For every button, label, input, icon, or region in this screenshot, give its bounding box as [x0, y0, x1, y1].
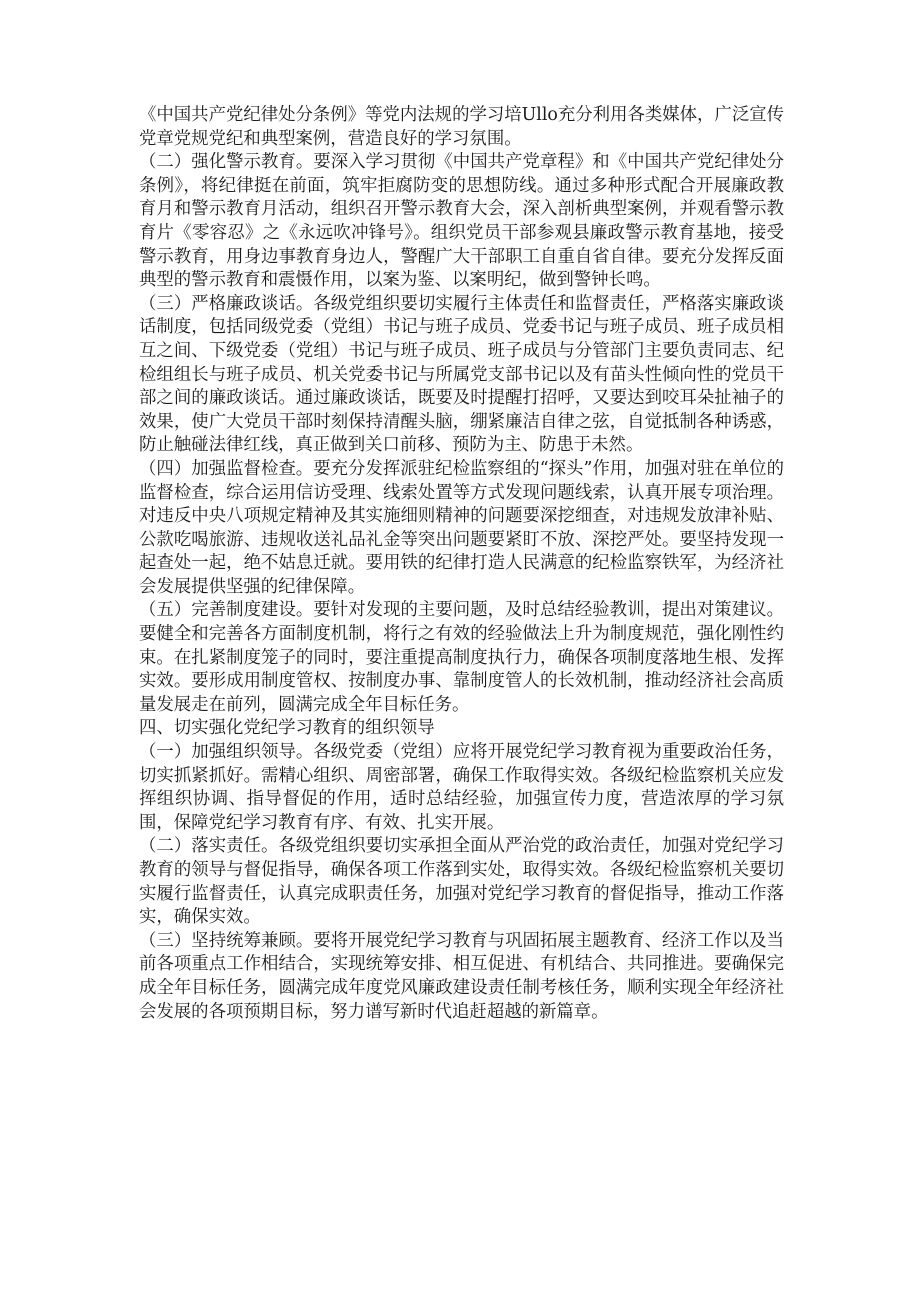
paragraph-warning-education: （二）强化警示教育。要深入学习贯彻《中国共产党章程》和《中国共产党纪律处分条例》，将纪律挺在前面，筑牢拒腐防变的思想防线。通过多种形式配合开展廉政教育月和警示教育月活动，组织召开警示教育大会，深入剖析典型案例，并观看警示教育片《零容忍》之《永远吹冲锋号》。组织党员干部参观县廉政警示教育基地，接受警示教育，用身边事教育身边人，警醒广大干部职工自重自省自律。要充分发挥反面典型的警示教育和震慑作用，以案为鉴、以案明纪，做到警钟长鸣。 [139, 152, 784, 291]
document-body [139, 104, 784, 1024]
paragraph-overall-planning: （三）坚持统筹兼顾。要将开展党纪学习教育与巩固拓展主题教育、经济工作以及当前各项重点工作相结合，实现统筹安排、相互促进、有机结合、共同推进。要确保完成全年目标任务，圆满完成年度党风廉政建设责任制考核任务，顺利实现全年经济社会发展的各项预期目标，努力谱写新时代追赶超越的新篇章。 [139, 930, 784, 1022]
paragraph-implement-responsibility: （二）落实责任。各级党组织要切实承担全面从严治党的政治责任，加强对党纪学习教育的领导与督促指导，确保各项工作落到实处，取得实效。各级纪检监察机关要切实履行监督责任，认真完成职责任务，加强对党纪学习教育的督促指导，推动工作落实，确保实效。 [139, 836, 784, 928]
section-heading-organizational-leadership: 四、切实强化党纪学习教育的组织领导 [139, 718, 435, 739]
paragraph-integrity-talks: （三）严格廉政谈话。各级党组织要切实履行主体责任和监督责任，严格落实廉政谈话制度，包括同级党委（党组）书记与班子成员、党委书记与班子成员、班子成员相互之间、下级党委（党组）书记与班子成员、班子成员与分管部门主要负责同志、纪检组组长与班子成员、机关党委书记与所属党支部书记以及有苗头性倾向性的党员干部之间的廉政谈话。通过廉政谈话，既要及时提醒打招呼，又要达到咬耳朵扯袖子的效果，使广大党员干部时刻保持清醒头脑，绷紧廉洁自律之弦，自觉抵制各种诱惑，防止触碰法律红线，真正做到关口前移、预防为主、防患于未然。 [139, 293, 784, 456]
paragraph-study-training: 《中国共产党纪律处分条例》等党内法规的学习培Ullo充分利用各类媒体，广泛宣传党章党规党纪和典型案例，营造良好的学习氛围。 [139, 105, 784, 149]
paragraph-supervision-inspection: （四）加强监督检查。要充分发挥派驻纪检监察组的“探头”作用，加强对驻在单位的监督检查，综合运用信访受理、线索处置等方式发现问题线索，认真开展专项治理。对违反中央八项规定精神及其实施细则精神的问题要深挖细查，对违规发放津补贴、公款吃喝旅游、违规收送礼品礼金等突出问题要紧盯不放、深挖严处。要坚持发现一起查处一起，绝不姑息迁就。要用铁的纪律打造人民满意的纪检监察铁军，为经济社会发展提供坚强的纪律保障。 [139, 458, 784, 597]
paragraph-system-building: （五）完善制度建设。要针对发现的主要问题，及时总结经验教训，提出对策建议。要健全和完善各方面制度机制，将行之有效的经验做法上升为制度规范，强化刚性约束。在扎紧制度笼子的同时，要注重提高制度执行力，确保各项制度落地生根、发挥实效。要形成用制度管权、按制度办事、靠制度管人的长效机制，推动经济社会高质量发展走在前列，圆满完成全年目标任务。 [139, 600, 784, 715]
paragraph-strengthen-leadership: （一）加强组织领导。各级党委（党组）应将开展党纪学习教育视为重要政治任务，切实抓紧抓好。需精心组织、周密部署，确保工作取得实效。各级纪检监察机关应发挥组织协调、指导督促的作用，适时总结经验，加强宣传力度，营造浓厚的学习氛围，保障党纪学习教育有序、有效、扎实开展。 [139, 742, 784, 833]
